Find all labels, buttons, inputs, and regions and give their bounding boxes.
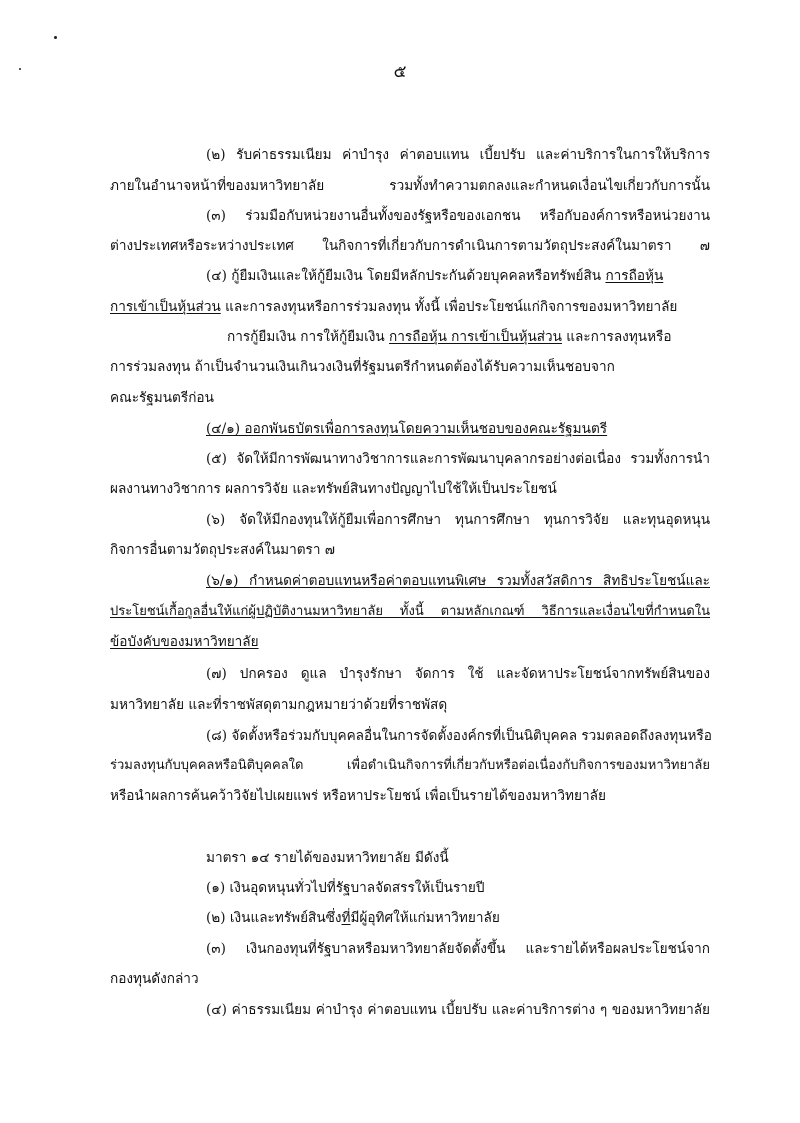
item-4-text: (๔) กู้ยืมเงินและให้กู้ยืมเงิน โดยมีหลักประกันด้วยบุคคลหรือทรัพย์สิน — [206, 268, 606, 284]
item-4-line-4: การร่วมลงทุน ถ้าเป็นจำนวนเงินเกินวงเงินที่รัฐมนตรีกำหนดต้องได้รับความเห็นชอบจาก — [110, 359, 615, 375]
revenue-item-1: (๑) เงินอุดหนุนทั่วไปที่รัฐบาลจัดสรรให้เป็นรายปี — [206, 880, 485, 896]
section-14-heading: มาตรา ๑๔ รายได้ของมหาวิทยาลัย มีดังนี้ — [206, 850, 449, 866]
item-7-line-1: (๗) ปกครอง ดูแล บำรุงรักษา จัดการ ใช้ และจัดหาประโยชน์จากทรัพย์สินของ — [206, 666, 710, 682]
item-8-line-1: (๘) จัดตั้งหรือร่วมกับบุคคลอื่นในการจัดตั้งองค์กรที่เป็นนิติบุคคล รวมตลอดถึงลงทุนหรือ — [206, 728, 712, 744]
item-4-text: และการลงทุนหรือการร่วมลงทุน ทั้งนี้ เพื่อประโยชน์แก่กิจการของมหาวิทยาลัย — [220, 299, 678, 315]
item-3-line-2: ต่างประเทศหรือระหว่างประเทศ ในกิจการที่เกี่ยวกับการดำเนินการตามวัตถุประสงค์ในมาตรา ๗ — [110, 238, 710, 254]
item-4-text: และการลงทุนหรือ — [561, 329, 672, 345]
item-4-line-1 — [206, 267, 710, 285]
item-4-text: การกู้ยืมเงิน การให้กู้ยืมเงิน — [227, 329, 390, 345]
item-4-line-5: คณะรัฐมนตรีก่อน — [110, 390, 214, 406]
item-4-1: (๔/๑) ออกพันธบัตรเพื่อการลงทุนโดยความเห็นชอบของคณะรัฐมนตรี — [206, 421, 608, 437]
item-4-line-3 — [227, 328, 710, 346]
item-4-line-2 — [110, 298, 710, 316]
item-8-line-3: หรือนำผลการค้นคว้าวิจัยไปเผยแพร่ หรือหาประโยชน์ เพื่อเป็นรายได้ของมหาวิทยาลัย — [110, 788, 606, 804]
item-6-line-2: กิจการอื่นตามวัตถุประสงค์ในมาตรา ๗ — [110, 542, 336, 558]
revenue-item-3-line-2: กองทุนดังกล่าว — [110, 971, 199, 987]
item-4-amended-text: การถือหุ้น การเข้าเป็นหุ้นส่วน — [389, 329, 562, 345]
item-6-1-line-2: ประโยชน์เกื้อกูลอื่นให้แก่ผู้ปฏิบัติงานมหาวิทยาลัย ทั้งนี้ ตามหลักเกณฑ์ วิธีการและเงื่อนไขที่กำหนดใน — [110, 604, 710, 619]
revenue-item-2 — [206, 909, 710, 927]
item-3-line-1: (๓) ร่วมมือกับหน่วยงานอื่นทั้งของรัฐหรือของเอกชน หรือกับองค์การหรือหน่วยงาน — [206, 208, 710, 224]
item-7-line-2: มหาวิทยาลัย และที่ราชพัสดุตามกฎหมายว่าด้วยที่ราชพัสดุ — [110, 697, 448, 713]
revenue-item-4: (๔) ค่าธรรมเนียม ค่าบำรุง ค่าตอบแทน เบี้ยปรับ และค่าบริการต่าง ๆ ของมหาวิทยาลัย — [206, 1002, 710, 1018]
item-2-line-1: (๒) รับค่าธรรมเนียม ค่าบำรุง ค่าตอบแทน เบี้ยปรับ และค่าบริการในการให้บริการ — [206, 147, 710, 163]
item-2-line-2: ภายในอำนาจหน้าที่ของมหาวิทยาลัย รวมทั้งทำความตกลงและกำหนดเงื่อนไขเกี่ยวกับการนั้น — [110, 178, 710, 194]
item-6-line-1: (๖) จัดให้มีกองทุนให้กู้ยืมเพื่อการศึกษา ทุนการศึกษา ทุนการวิจัย และทุนอุดหนุน — [206, 512, 710, 528]
item-8-line-2: ร่วมลงทุนกับบุคคลหรือนิติบุคคลใด เพื่อดำเนินกิจการที่เกี่ยวกับหรือต่อเนื่องกับกิจการของมหาวิทยาลัย — [110, 758, 710, 773]
scan-speck — [54, 36, 57, 39]
revenue-item-3-line-1: (๓) เงินกองทุนที่รัฐบาลหรือมหาวิทยาลัยจัดตั้งขึ้น และรายได้หรือผลประโยชน์จาก — [206, 941, 710, 957]
item-5-line-2: ผลงานทางวิชาการ ผลการวิจัย และทรัพย์สินทางปัญญาไปใช้ให้เป็นประโยชน์ — [110, 481, 557, 497]
revenue-item-2-text: (๒) เงินและทรัพย์สินซึ่ง — [206, 910, 342, 926]
item-6-1-line-3: ข้อบังคับของมหาวิทยาลัย — [110, 634, 259, 650]
item-6-1-line-1: (๖/๑) กำหนดค่าตอบแทนหรือค่าตอบแทนพิเศษ รวมทั้งสวัสดิการ สิทธิประโยชน์และ — [206, 573, 710, 589]
item-4-amended-text: การถือหุ้น — [605, 268, 664, 284]
item-4-amended-text: การเข้าเป็นหุ้นส่วน — [110, 299, 221, 315]
revenue-item-2-amended-text: ที่ — [341, 910, 351, 926]
revenue-item-2-text: มีผู้อุทิศให้แก่มหาวิทยาลัย — [350, 910, 500, 926]
item-5-line-1: (๕) จัดให้มีการพัฒนาทางวิชาการและการพัฒนาบุคลากรอย่างต่อเนื่อง รวมทั้งการนำ — [206, 451, 710, 467]
page-number: ๕ — [393, 62, 407, 82]
